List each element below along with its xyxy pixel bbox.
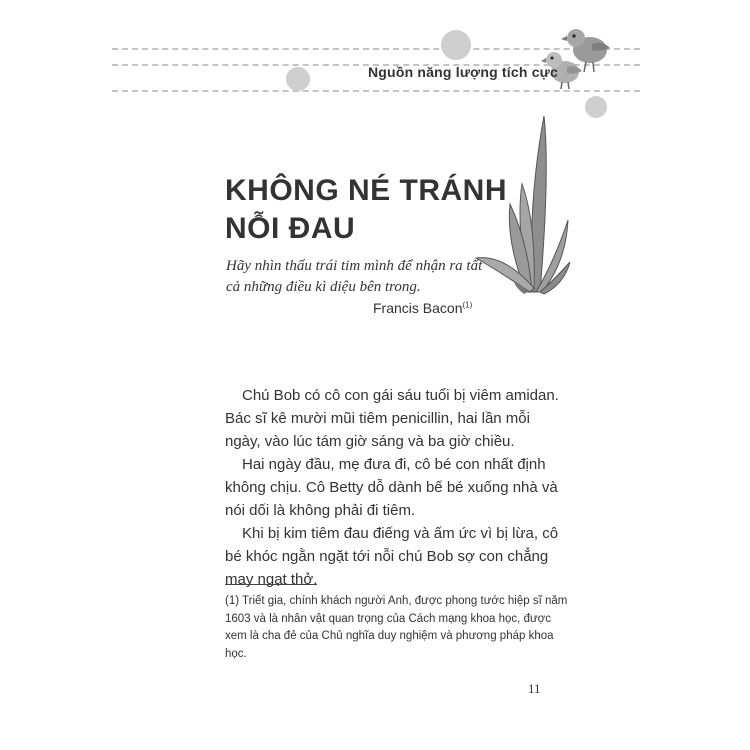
page-number: 11 xyxy=(528,681,541,696)
chapter-title-line-1: KHÔNG NÉ TRÁNH xyxy=(225,174,507,207)
chapter-title xyxy=(225,172,507,248)
decor-circle-left xyxy=(286,67,310,91)
body-text xyxy=(225,384,565,591)
paragraph-1: Chú Bob có cô con gái sáu tuổi bị viêm amidan. Bác sĩ kê mười mũi tiêm penicillin, hai lần mỗi ngày, vào lúc tám giờ sáng và ba giờ chiều. xyxy=(225,387,559,450)
decor-circle-right xyxy=(585,96,607,118)
author-footnote-marker: (1) xyxy=(462,300,473,310)
birds-illustration xyxy=(540,22,620,92)
paragraph-2: Hai ngày đầu, mẹ đưa đi, cô bé con nhất định không chịu. Cô Betty dỗ dành bế bé xuống nhà và nói dối là không phải đi tiêm. xyxy=(225,456,558,519)
decor-circle-large xyxy=(441,30,471,60)
chapter-title-line-2: NỖI ĐAU xyxy=(225,212,356,245)
footnote: (1) Triết gia, chính khách người Anh, được phong tước hiệp sĩ năm 1603 và là nhân vật quan trọng của Cách mạng khoa học, được xem là cha đẻ của Chủ nghĩa duy nghiệm và phương pháp khoa học. xyxy=(225,595,568,660)
epigraph-quote: Hãy nhìn thấu trái tim mình để nhận ra tất cả những điều kì diệu bên trong. xyxy=(226,258,483,295)
epigraph-author xyxy=(373,300,472,316)
paragraph-3: Khi bị kim tiêm đau điếng và ấm ức vì bị lừa, cô bé khóc ngằn ngặt tới nỗi chú Bob sợ con chẳng may ngạt thở. xyxy=(225,525,559,588)
header-title: Nguồn năng lượng tích cực xyxy=(368,64,559,80)
author-name: Francis Bacon xyxy=(373,300,463,316)
footnote-divider xyxy=(225,584,317,585)
